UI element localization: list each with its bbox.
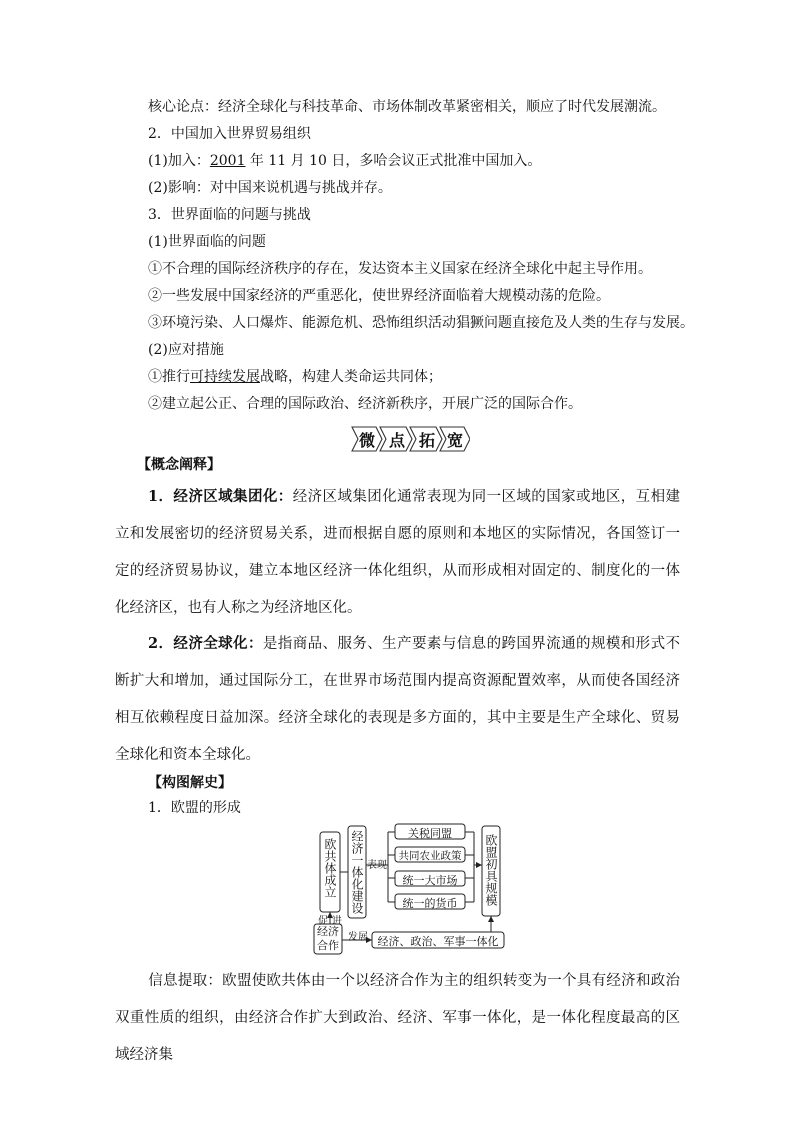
info-paragraph	[115, 963, 680, 1074]
label-expression: 表现	[367, 860, 387, 871]
concept-1	[115, 478, 680, 627]
section-banner	[350, 424, 470, 454]
problems-title: (1)世界面临的问题	[148, 234, 266, 250]
concept-1-term: 1．经济区域集团化：	[148, 488, 293, 505]
label-promote: 促进	[318, 916, 346, 927]
m1-suffix: 战略，构建人类命运共同体；	[260, 369, 442, 385]
box-unify-label: 经济、政治、军事一体化	[377, 935, 499, 948]
box-coop-label: 经济合作	[317, 925, 339, 952]
item-1-label: 关税同盟	[408, 827, 452, 840]
problem-3: ③环境污染、人口爆炸、能源危机、恐怖组织活动猖獗问题直接危及人类的生存与发展。	[148, 315, 694, 331]
figure-title: 1．欧盟的形成	[148, 800, 241, 816]
measures-title: (2)应对措施	[148, 342, 224, 358]
measure-1	[148, 367, 442, 387]
join-year: 2001	[209, 153, 246, 169]
concept-1-body: 经济区域集团化通常表现为同一区域的国家或地区，互相建立和发展密切的经济贸易关系，进而根据自愿的原则和本地区的实际情况，各国签订一定的经济贸易协议，建立本地区经济一体化组织，从而形成相对固定的、制度化的一体化经济区，也有人称之为经济地区化。	[115, 489, 681, 616]
box-eu-label: 欧盟初具规模	[484, 834, 498, 906]
item-2-label: 共同农业政策	[398, 850, 462, 862]
banner-char-3: 拓	[419, 431, 436, 450]
wto-join	[148, 151, 541, 171]
m1-underline: 可持续发展	[190, 369, 260, 385]
concept-2	[115, 625, 680, 774]
concept-2-body: 是指商品、服务、生产要素与信息的跨国界流通的规模和形式不断扩大和增加，通过国际分工，在世界市场范围内提高资源配置效率，从而使各国经济相互依赖程度日益加深。经济全球化的表现是多方面的，其中主要是生产全球化、贸易全球化和资本全球化。	[115, 636, 681, 763]
figure-header: 【构图解史】	[148, 775, 232, 791]
problem-1: ①不合理的国际经济秩序的存在，发达资本主义国家在经济全球化中起主导作用。	[148, 261, 652, 277]
wto-title: 2．中国加入世界贸易组织	[148, 126, 311, 142]
problem-2: ②一些发展中国家经济的严重恶化，使世界经济面临着大规模动荡的危险。	[148, 288, 610, 304]
banner-char-2: 点	[389, 431, 406, 450]
join-prefix: (1)加入：	[148, 153, 210, 169]
wto-impact: (2)影响：对中国来说机遇与挑战并存。	[148, 180, 392, 196]
challenges-title: 3．世界面临的问题与挑战	[148, 207, 311, 223]
item-3-label: 统一大市场	[402, 874, 458, 887]
info-body: 欧盟使欧共体由一个以经济合作为主的组织转变为一个具有经济和政治双重性质的组织，由经济合作扩大到政治、经济、军事一体化，是一体化程度最高的区域经济集	[115, 973, 681, 1063]
info-prefix: 信息提取：	[148, 973, 223, 989]
core-argument: 核心论点：经济全球化与科技革命、市场体制改革紧密相关，顺应了时代发展潮流。	[148, 99, 666, 115]
concept-2-term: 2．经济全球化：	[148, 635, 263, 652]
item-4-label: 统一的货币	[402, 897, 458, 910]
box-integration-label: 经济一体化建设	[350, 830, 364, 914]
banner-char-4: 宽	[447, 431, 464, 450]
label-develop: 发展	[348, 932, 368, 943]
box-ec-label: 欧共体成立	[323, 838, 337, 898]
join-suffix: 年 11 月 10 日，多哈会议正式批准中国加入。	[245, 153, 542, 169]
banner-char-1: 微	[359, 431, 376, 450]
m1-prefix: ①推行	[148, 369, 190, 385]
concept-header: 【概念阐释】	[137, 457, 221, 473]
measure-2: ②建立起公正、合理的国际政治、经济新秩序，开展广泛的国际合作。	[148, 396, 582, 412]
eu-formation-diagram	[312, 820, 512, 958]
